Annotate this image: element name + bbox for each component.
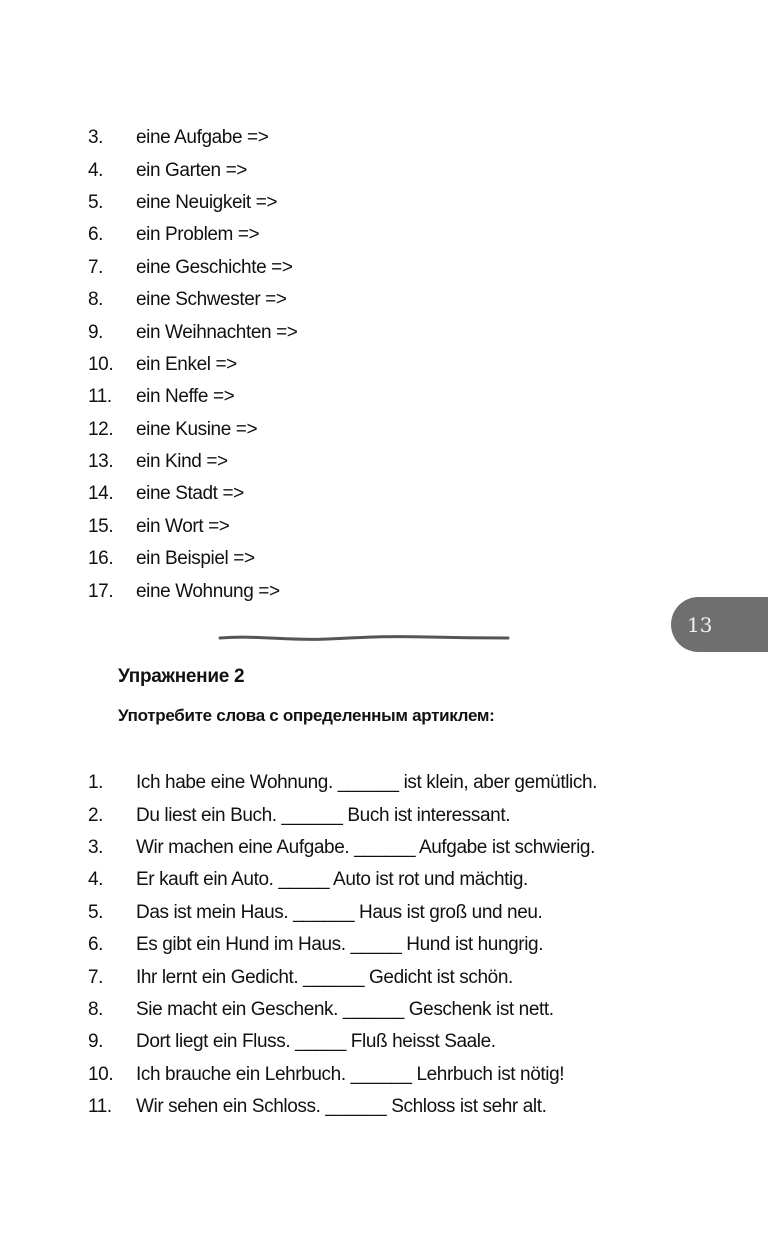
list-item: [88, 1091, 597, 1123]
list-item: [88, 414, 297, 446]
list-item: [88, 961, 597, 993]
item-text: Ihr lernt ein Gedicht. ______ Gedicht ist schön.: [136, 966, 513, 988]
list-item: [88, 543, 297, 575]
item-number: 6.: [88, 934, 104, 956]
item-text: eine Kusine =>: [136, 418, 258, 440]
list-item: [88, 1059, 597, 1091]
item-text: eine Wohnung =>: [136, 580, 280, 602]
item-text: Wir machen eine Aufgabe. ______ Aufgabe ist schwierig.: [136, 836, 595, 858]
item-text: Dort liegt ein Fluss. _____ Fluß heisst Saale.: [136, 1031, 496, 1053]
item-number: 1.: [88, 772, 104, 794]
exercise-title: Упражнение 2: [118, 666, 245, 687]
item-text: Er kauft ein Auto. _____ Auto ist rot und mächtig.: [136, 869, 528, 891]
item-number: 16.: [88, 548, 114, 570]
list-item: [88, 864, 597, 896]
item-text: ein Beispiel =>: [136, 548, 255, 570]
item-text: eine Geschichte =>: [136, 256, 293, 278]
item-number: 13.: [88, 451, 114, 473]
item-text: eine Stadt =>: [136, 483, 244, 505]
item-number: 12.: [88, 418, 114, 440]
item-text: ein Wort =>: [136, 515, 230, 537]
item-text: Sie macht ein Geschenk. ______ Geschenk ist nett.: [136, 998, 554, 1020]
list-item: [88, 767, 597, 799]
list-item: [88, 832, 597, 864]
list-item: [88, 897, 597, 929]
item-text: Ich brauche ein Lehrbuch. ______ Lehrbuch ist nötig!: [136, 1063, 565, 1085]
list-item: [88, 511, 297, 543]
item-text: ein Problem =>: [136, 224, 260, 246]
item-text: Du liest ein Buch. ______ Buch ist interessant.: [136, 804, 511, 826]
item-number: 11.: [88, 1096, 112, 1118]
list-item: [88, 252, 297, 284]
list-item: [88, 284, 297, 316]
item-text: eine Neuigkeit =>: [136, 191, 278, 213]
section-divider: [218, 630, 510, 646]
item-text: eine Aufgabe =>: [136, 127, 269, 149]
item-text: Wir sehen ein Schloss. ______ Schloss ist sehr alt.: [136, 1096, 547, 1118]
item-number: 8.: [88, 289, 104, 311]
item-text: ein Garten =>: [136, 159, 247, 181]
exercise-instruction: Употребите слова с определенным артиклем:: [118, 706, 495, 725]
list-item: [88, 994, 597, 1026]
item-number: 10.: [88, 353, 114, 375]
list-item: [88, 929, 597, 961]
item-text: ein Weihnachten =>: [136, 321, 298, 343]
exercise-list: [88, 767, 597, 1123]
list-item: [88, 799, 597, 831]
item-number: 3.: [88, 127, 104, 149]
item-text: Ich habe eine Wohnung. ______ ist klein, aber gemütlich.: [136, 772, 598, 794]
list-item: [88, 1026, 597, 1058]
item-number: 8.: [88, 998, 104, 1020]
item-text: ein Neffe =>: [136, 386, 235, 408]
item-number: 4.: [88, 869, 104, 891]
item-text: eine Schwester =>: [136, 289, 287, 311]
list-item: [88, 478, 297, 510]
item-number: 6.: [88, 224, 104, 246]
item-number: 15.: [88, 515, 114, 537]
item-number: 5.: [88, 901, 104, 923]
page-number: 13: [687, 612, 713, 637]
item-number: 17.: [88, 580, 114, 602]
vocabulary-list: [88, 122, 297, 608]
item-number: 11.: [88, 386, 112, 408]
item-text: Das ist mein Haus. ______ Haus ist groß und neu.: [136, 901, 543, 923]
item-number: 10.: [88, 1063, 114, 1085]
divider-stroke: [220, 637, 508, 640]
item-number: 3.: [88, 836, 104, 858]
list-item: [88, 219, 297, 251]
list-item: [88, 381, 297, 413]
item-text: ein Enkel =>: [136, 353, 237, 375]
list-item: [88, 349, 297, 381]
item-number: 7.: [88, 256, 104, 278]
item-number: 4.: [88, 159, 104, 181]
item-number: 2.: [88, 804, 104, 826]
page-number-tab: [671, 597, 768, 652]
list-item: [88, 187, 297, 219]
list-item: [88, 154, 297, 186]
item-number: 9.: [88, 1031, 104, 1053]
list-item: [88, 446, 297, 478]
item-text: Es gibt ein Hund im Haus. _____ Hund ist hungrig.: [136, 934, 544, 956]
list-item: [88, 122, 297, 154]
list-item: [88, 316, 297, 348]
item-number: 7.: [88, 966, 104, 988]
item-number: 9.: [88, 321, 104, 343]
list-item: [88, 575, 297, 607]
item-number: 14.: [88, 483, 114, 505]
item-text: ein Kind =>: [136, 451, 228, 473]
item-number: 5.: [88, 191, 104, 213]
